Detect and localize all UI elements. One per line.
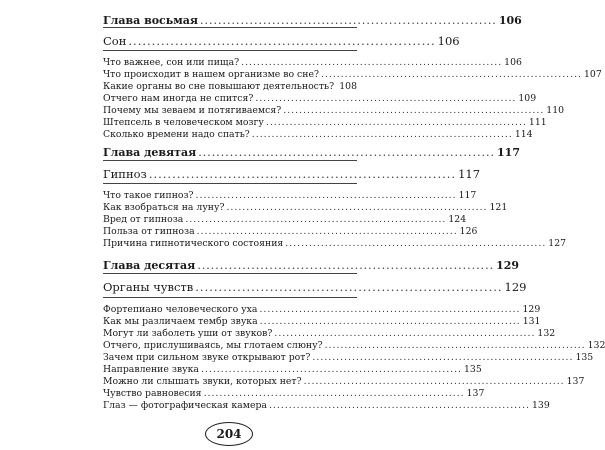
toc-entry: Почему мы зеваем и потягиваемся? .................................................................. 110	[103, 105, 565, 116]
section-heading: Гипноз .................................................................. 117	[103, 167, 481, 181]
chapter-heading: Глава девятая .................................................................. 117	[103, 146, 520, 159]
toc-entry: Сколько времени надо спать? .................................................................. 114	[103, 129, 533, 140]
section-page: 117	[458, 167, 481, 181]
toc-entry: Вред от гипноза .................................................................. 124	[103, 214, 467, 225]
toc-entry: Что происходит в нашем организме во сне? .................................................................. 107	[103, 69, 602, 80]
chapter-heading: Глава восьмая .................................................................. 106	[103, 14, 522, 27]
section-heading: Органы чувств .................................................................. 129	[103, 280, 527, 294]
toc-entry: Фортепиано человеческого уха .................................................................. 129	[103, 304, 541, 315]
chapter-page: 117	[497, 146, 520, 159]
section-title: Сон	[103, 34, 127, 48]
section-title: Гипноз	[103, 167, 147, 181]
chapter-page: 106	[498, 14, 522, 27]
page-number: 204	[205, 422, 253, 446]
toc-entry: Глаз — фотографическая камера .................................................................. 139	[103, 400, 550, 411]
toc-entry: Отчего, прислушиваясь, мы глотаем слюну? .................................................................. 132	[103, 340, 605, 351]
toc-entry: Польза от гипноза .................................................................. 126	[103, 226, 478, 237]
chapter-page: 129	[496, 259, 520, 272]
section-title: Органы чувств	[103, 280, 194, 294]
divider	[103, 183, 357, 184]
toc-entry: Штепсель в человеческом мозгу .................................................................. 111	[103, 117, 547, 128]
toc-entry: Направление звука .................................................................. 135	[103, 364, 482, 375]
divider	[103, 50, 357, 51]
section-page: 129	[504, 280, 527, 294]
toc-entry: Зачем при сильном звуке открывают рот? .................................................................. 135	[103, 352, 594, 363]
divider	[103, 297, 357, 298]
section-page: 106	[437, 34, 460, 48]
toc-entry: Как взобраться на луну? .................................................................. 121	[103, 202, 508, 213]
toc-entry: Отчего нам иногда не спится? .................................................................. 109	[103, 93, 537, 104]
divider	[103, 27, 357, 28]
toc-entry: Что важнее, сон или пища? .................................................................. 106	[103, 57, 522, 68]
divider	[103, 273, 357, 274]
toc-entry: Чувство равновесия .................................................................. 137	[103, 388, 485, 399]
toc-entry: Могут ли заболеть уши от звуков? .................................................................. 132	[103, 328, 556, 339]
chapter-title: Глава восьмая	[103, 14, 199, 27]
divider	[103, 160, 357, 161]
toc-entry: Какие органы во сне повышают деятельность? 108	[103, 81, 357, 92]
toc-entry: Можно ли слышать звуки, которых нет? .................................................................. 137	[103, 376, 585, 387]
chapter-heading: Глава десятая .................................................................. 129	[103, 259, 520, 272]
toc-entry: Причина гипнотического состояния .................................................................. 127	[103, 238, 567, 249]
toc-entry: Что такое гипноз? .................................................................. 117	[103, 190, 477, 201]
chapter-title: Глава десятая	[103, 259, 196, 272]
section-heading: Сон .................................................................. 106	[103, 34, 460, 48]
chapter-title: Глава девятая	[103, 146, 197, 159]
toc-entry: Как мы различаем тембр звука .................................................................. 131	[103, 316, 541, 327]
